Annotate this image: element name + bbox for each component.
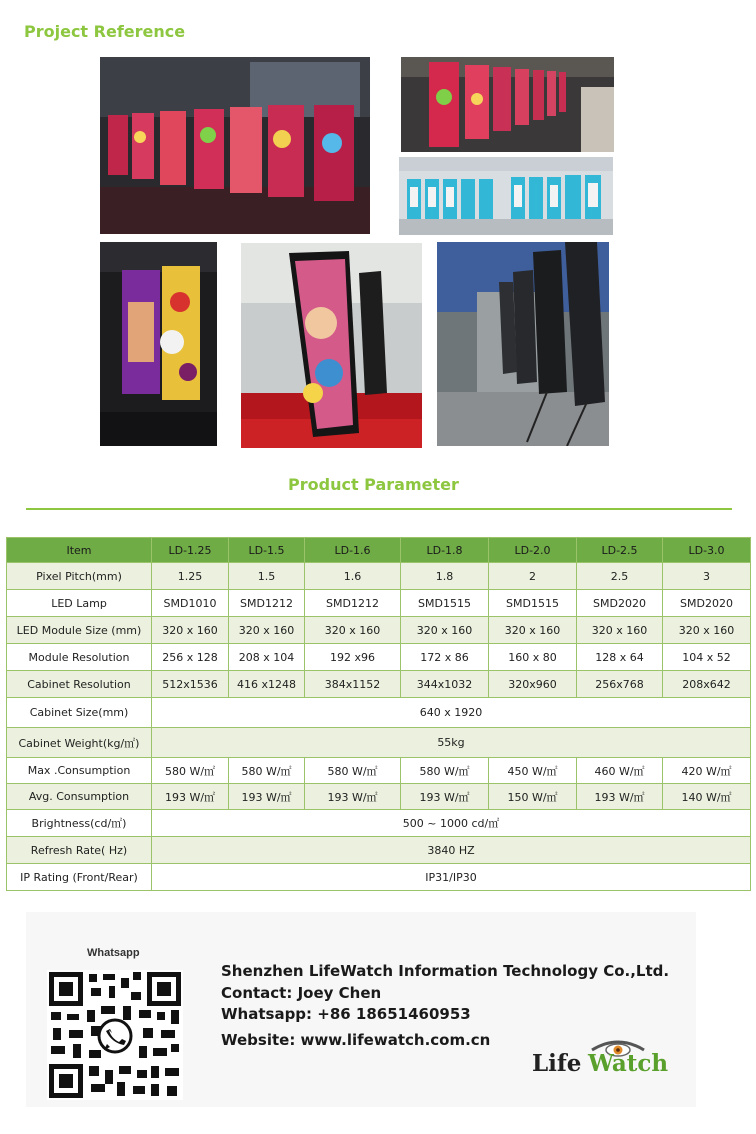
table-cell: SMD2020	[663, 590, 751, 617]
row-label: IP Rating (Front/Rear)	[7, 864, 152, 891]
project-photo-warehouse	[437, 242, 609, 446]
table-cell-merged: 500 ~ 1000 cd/㎡	[152, 810, 751, 837]
table-cell: 208x642	[663, 671, 751, 698]
table-cell: SMD1212	[305, 590, 401, 617]
table-cell: 256 x 128	[152, 644, 229, 671]
table-row	[7, 837, 751, 864]
table-cell: 580 W/㎡	[152, 758, 229, 784]
company-name: Shenzhen LifeWatch Information Technology Co.,Ltd.	[221, 962, 670, 980]
table-cell: 320 x 160	[305, 617, 401, 644]
table-row	[7, 758, 751, 784]
column-header-model: LD-2.5	[577, 538, 663, 563]
table-cell: 1.8	[401, 563, 489, 590]
project-photo-row	[401, 57, 614, 152]
table-cell: 193 W/㎡	[152, 784, 229, 810]
table-cell: 192 x96	[305, 644, 401, 671]
table-cell: 320 x 160	[152, 617, 229, 644]
table-cell: 256x768	[577, 671, 663, 698]
column-header-model: LD-2.0	[489, 538, 577, 563]
section-divider	[26, 508, 732, 510]
product-parameter-table	[6, 537, 751, 891]
table-cell: 460 W/㎡	[577, 758, 663, 784]
table-cell: 320 x 160	[663, 617, 751, 644]
table-row	[7, 617, 751, 644]
table-cell: 450 W/㎡	[489, 758, 577, 784]
table-cell: 344x1032	[401, 671, 489, 698]
column-header-model: LD-1.5	[229, 538, 305, 563]
table-cell: 420 W/㎡	[663, 758, 751, 784]
table-cell: 384x1152	[305, 671, 401, 698]
table-row	[7, 784, 751, 810]
table-cell-merged: 640 x 1920	[152, 698, 751, 728]
table-cell: 1.25	[152, 563, 229, 590]
table-cell: 193 W/㎡	[229, 784, 305, 810]
column-header-model: LD-1.8	[401, 538, 489, 563]
table-cell: 580 W/㎡	[229, 758, 305, 784]
row-label: Refresh Rate( Hz)	[7, 837, 152, 864]
project-photo-showroom	[399, 157, 613, 235]
table-cell: 320 x 160	[577, 617, 663, 644]
column-header-model: LD-1.25	[152, 538, 229, 563]
table-row	[7, 698, 751, 728]
table-cell-merged: 55kg	[152, 728, 751, 758]
row-label: Pixel Pitch(mm)	[7, 563, 152, 590]
table-cell: 208 x 104	[229, 644, 305, 671]
project-photo-hall	[100, 57, 370, 234]
row-label: Avg. Consumption	[7, 784, 152, 810]
table-cell: 320 x 160	[401, 617, 489, 644]
table-row	[7, 563, 751, 590]
contact-person: Contact: Joey Chen	[221, 984, 382, 1002]
table-row	[7, 671, 751, 698]
row-label: LED Module Size (mm)	[7, 617, 152, 644]
table-cell: 1.5	[229, 563, 305, 590]
row-label: Module Resolution	[7, 644, 152, 671]
table-cell: 104 x 52	[663, 644, 751, 671]
table-cell: 416 x1248	[229, 671, 305, 698]
table-cell: 512x1536	[152, 671, 229, 698]
project-photo-dual-posters	[100, 242, 217, 446]
table-cell: 580 W/㎡	[401, 758, 489, 784]
table-cell: SMD1515	[401, 590, 489, 617]
website-link[interactable]: Website: www.lifewatch.com.cn	[221, 1031, 491, 1049]
table-row	[7, 590, 751, 617]
column-header-item: Item	[7, 538, 152, 563]
project-photo-stand	[241, 243, 422, 448]
row-label: Cabinet Size(mm)	[7, 698, 152, 728]
column-header-model: LD-3.0	[663, 538, 751, 563]
row-label: Cabinet Weight(kg/㎡)	[7, 728, 152, 758]
table-header-row	[7, 538, 751, 563]
table-cell: 193 W/㎡	[401, 784, 489, 810]
table-cell: SMD2020	[577, 590, 663, 617]
section-heading-project-reference: Project Reference	[24, 22, 186, 41]
table-cell: 2.5	[577, 563, 663, 590]
row-label: Cabinet Resolution	[7, 671, 152, 698]
logo-text-watch: Watch	[588, 1050, 669, 1077]
logo-text-life: Life	[532, 1050, 582, 1077]
table-cell: 128 x 64	[577, 644, 663, 671]
table-cell: SMD1212	[229, 590, 305, 617]
table-cell-merged: 3840 HZ	[152, 837, 751, 864]
table-cell: 3	[663, 563, 751, 590]
table-row	[7, 810, 751, 837]
table-cell: 2	[489, 563, 577, 590]
whatsapp-qr-code	[47, 970, 183, 1100]
column-header-model: LD-1.6	[305, 538, 401, 563]
table-cell: SMD1010	[152, 590, 229, 617]
table-cell: 172 x 86	[401, 644, 489, 671]
table-cell: 193 W/㎡	[305, 784, 401, 810]
table-cell: SMD1515	[489, 590, 577, 617]
table-cell: 320x960	[489, 671, 577, 698]
table-cell: 193 W/㎡	[577, 784, 663, 810]
table-row	[7, 864, 751, 891]
table-cell: 580 W/㎡	[305, 758, 401, 784]
table-row	[7, 644, 751, 671]
table-cell: 160 x 80	[489, 644, 577, 671]
table-cell: 1.6	[305, 563, 401, 590]
table-cell: 320 x 160	[229, 617, 305, 644]
row-label: Brightness(cd/㎡)	[7, 810, 152, 837]
row-label: LED Lamp	[7, 590, 152, 617]
whatsapp-number: Whatsapp: +86 18651460953	[221, 1005, 471, 1023]
whatsapp-label: Whatsapp	[87, 947, 140, 959]
row-label: Max .Consumption	[7, 758, 152, 784]
table-cell-merged: IP31/IP30	[152, 864, 751, 891]
section-heading-product-parameter: Product Parameter	[288, 475, 459, 494]
table-cell: 320 x 160	[489, 617, 577, 644]
table-cell: 150 W/㎡	[489, 784, 577, 810]
table-row	[7, 728, 751, 758]
table-cell: 140 W/㎡	[663, 784, 751, 810]
